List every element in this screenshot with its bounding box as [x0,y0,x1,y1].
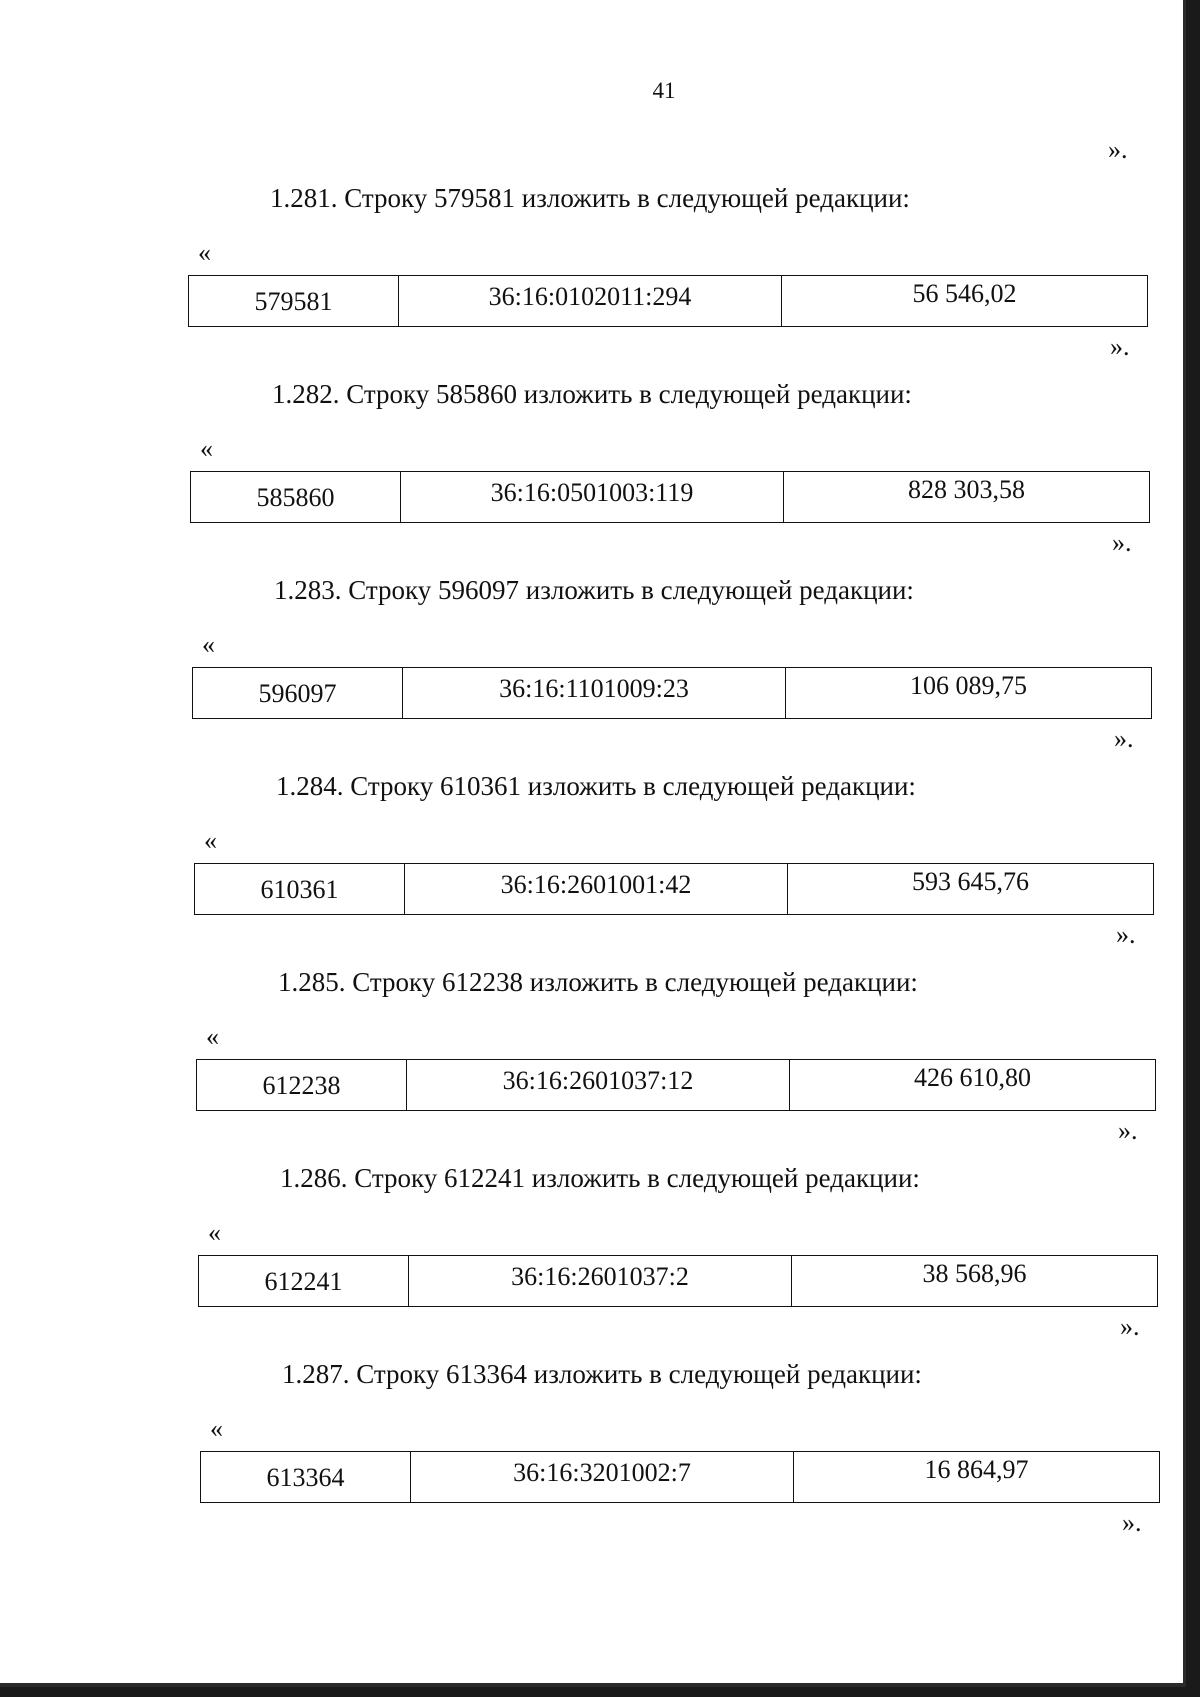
cadastral-number-cell: 36:16:2601037:2 [409,1256,792,1306]
row-number-cell: 610361 [195,864,405,914]
row-number-cell: 579581 [189,276,399,326]
amendment-heading: 1.281. Строку 579581 изложить в следующей редакции: [270,183,910,213]
table-row [198,1255,1158,1307]
cadastral-number-cell: 36:16:2601001:42 [405,864,788,914]
amendment-heading: 1.283. Строку 596097 изложить в следующей редакции: [274,575,914,605]
value-cell: 426 610,80 [914,1063,1031,1092]
opening-quote: « [202,630,215,659]
closing-quote: ». [1114,724,1134,753]
row-number-cell: 585860 [191,472,401,522]
opening-quote: « [198,238,211,267]
opening-quote: « [210,1414,223,1443]
value-cell: 828 303,58 [908,475,1025,504]
amendment-heading: 1.285. Строку 612238 изложить в следующей редакции: [278,967,918,997]
table-row [190,471,1150,523]
opening-quote: « [200,434,213,463]
value-cell: 593 645,76 [912,867,1029,896]
opening-quote: « [204,826,217,855]
row-number-cell: 596097 [193,668,403,718]
cadastral-number-cell: 36:16:1101009:23 [403,668,786,718]
cadastral-number-cell: 36:16:0102011:294 [399,276,782,326]
value-cell: 16 864,97 [924,1455,1029,1484]
value-cell: 56 546,02 [912,279,1017,308]
closing-quote: ». [1116,920,1136,949]
opening-quote: « [206,1022,219,1051]
closing-quote: ». [1118,1116,1138,1145]
amendment-heading: 1.286. Строку 612241 изложить в следующей редакции: [280,1163,920,1193]
table-row [200,1451,1160,1503]
table-row [194,863,1154,915]
closing-quote: ». [1122,1508,1142,1537]
value-cell: 106 089,75 [910,671,1027,700]
row-number-cell: 612241 [199,1256,409,1306]
row-number-cell: 612238 [197,1060,407,1110]
table-row [192,667,1152,719]
table-row [188,275,1148,327]
closing-quote: ». [1108,135,1128,164]
row-number-cell: 613364 [201,1452,411,1502]
amendment-heading: 1.282. Строку 585860 изложить в следующей редакции: [272,379,912,409]
cadastral-number-cell: 36:16:0501003:119 [401,472,784,522]
cadastral-number-cell: 36:16:2601037:12 [407,1060,790,1110]
page-number: 41 [652,78,676,103]
closing-quote: ». [1120,1312,1140,1341]
cadastral-number-cell: 36:16:3201002:7 [411,1452,794,1502]
table-row [196,1059,1156,1111]
closing-quote: ». [1112,528,1132,557]
opening-quote: « [208,1218,221,1247]
value-cell: 38 568,96 [922,1259,1027,1288]
amendment-heading: 1.287. Строку 613364 изложить в следующей редакции: [282,1359,922,1389]
amendment-heading: 1.284. Строку 610361 изложить в следующей редакции: [276,771,916,801]
closing-quote: ». [1110,332,1130,361]
